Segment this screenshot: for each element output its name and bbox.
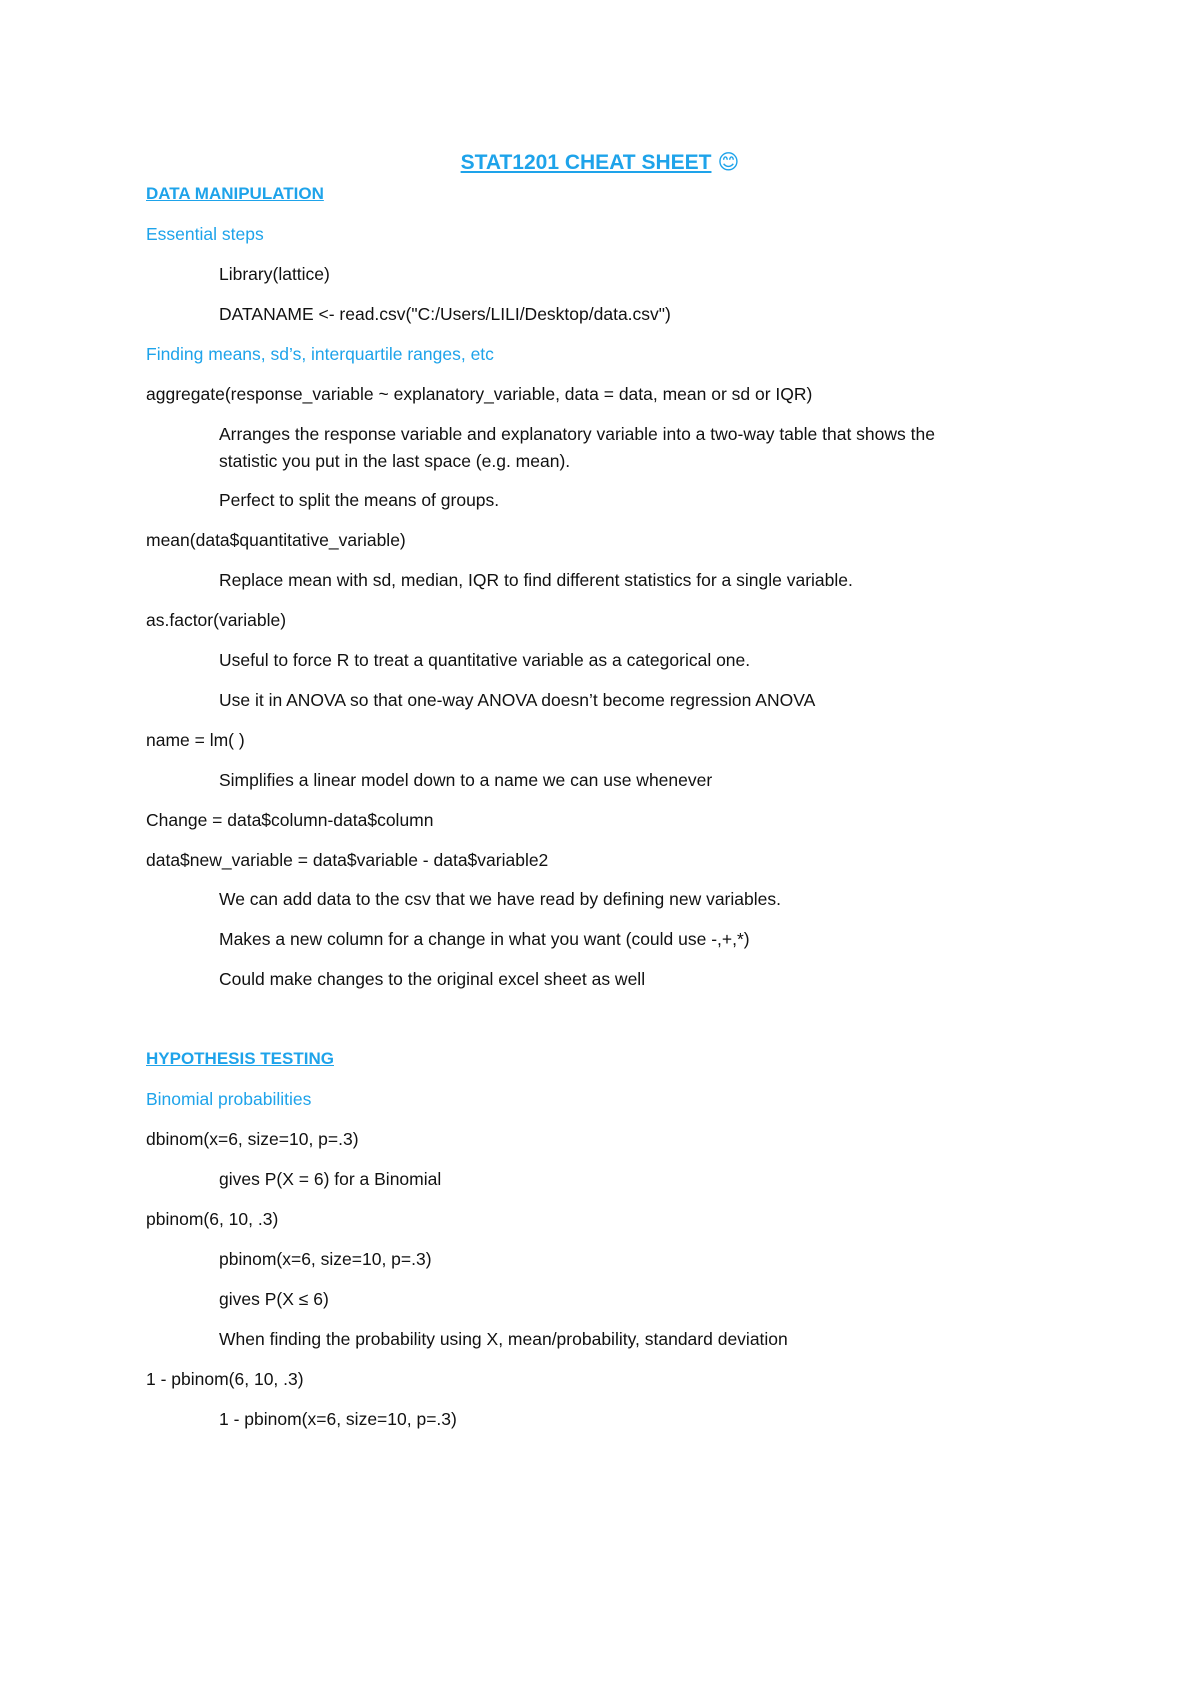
note-new-variable-1: We can add data to the csv that we have read by defining new variables. [219, 889, 781, 909]
code-line-mean: mean(data$quantitative_variable) [146, 530, 406, 550]
note-new-variable-2: Makes a new column for a change in what you want (could use -,+,*) [219, 929, 750, 949]
note-as-factor-1: Useful to force R to treat a quantitative variable as a categorical one. [219, 650, 751, 670]
page-title [0, 150, 1200, 175]
section-heading-hypothesis-testing: HYPOTHESIS TESTING [146, 1049, 334, 1068]
note-new-variable-3: Could make changes to the original excel sheet as well [219, 969, 646, 989]
note-mean: Replace mean with sd, median, IQR to find different statistics for a single variable. [219, 570, 853, 590]
section-heading-data-manipulation: DATA MANIPULATION [146, 184, 324, 203]
title-text: STAT1201 CHEAT SHEET [460, 151, 712, 174]
subheading-finding-means: Finding means, sd’s, interquartile ranges, etc [146, 344, 494, 364]
code-line-one-minus-pbinom-alt: 1 - pbinom(x=6, size=10, p=.3) [219, 1409, 457, 1429]
note-as-factor-2: Use it in ANOVA so that one-way ANOVA doesn’t become regression ANOVA [219, 690, 816, 710]
code-line-dbinom: dbinom(x=6, size=10, p=.3) [146, 1129, 359, 1149]
note-aggregate-1: Arranges the response variable and explanatory variable into a two-way table that shows the [219, 424, 935, 444]
code-line-library: Library(lattice) [219, 264, 330, 284]
note-dbinom: gives P(X = 6) for a Binomial [219, 1169, 442, 1189]
subheading-binomial: Binomial probabilities [146, 1089, 312, 1109]
note-aggregate-3: Perfect to split the means of groups. [219, 490, 500, 510]
note-lm: Simplifies a linear model down to a name we can use whenever [219, 770, 713, 790]
code-line-change: Change = data$column-data$column [146, 810, 434, 830]
code-line-aggregate: aggregate(response_variable ~ explanatory_variable, data = data, mean or sd or IQR) [146, 384, 813, 404]
code-line-pbinom: pbinom(6, 10, .3) [146, 1209, 279, 1229]
code-line-one-minus-pbinom: 1 - pbinom(6, 10, .3) [146, 1369, 304, 1389]
code-line-new-variable: data$new_variable = data$variable - data$variable2 [146, 850, 549, 870]
note-pbinom: gives P(X ≤ 6) [219, 1289, 329, 1309]
smiley-icon: 😊 [717, 151, 740, 174]
code-line-pbinom-alt: pbinom(x=6, size=10, p=.3) [219, 1249, 432, 1269]
code-line-read-csv: DATANAME <- read.csv("C:/Users/LILI/Desktop/data.csv") [219, 304, 671, 324]
code-line-lm: name = lm( ) [146, 730, 245, 750]
subheading-essential-steps: Essential steps [146, 224, 264, 244]
note-aggregate-2: statistic you put in the last space (e.g. mean). [219, 451, 571, 471]
code-line-as-factor: as.factor(variable) [146, 610, 287, 630]
note-pbinom-2: When finding the probability using X, mean/probability, standard deviation [219, 1329, 788, 1349]
